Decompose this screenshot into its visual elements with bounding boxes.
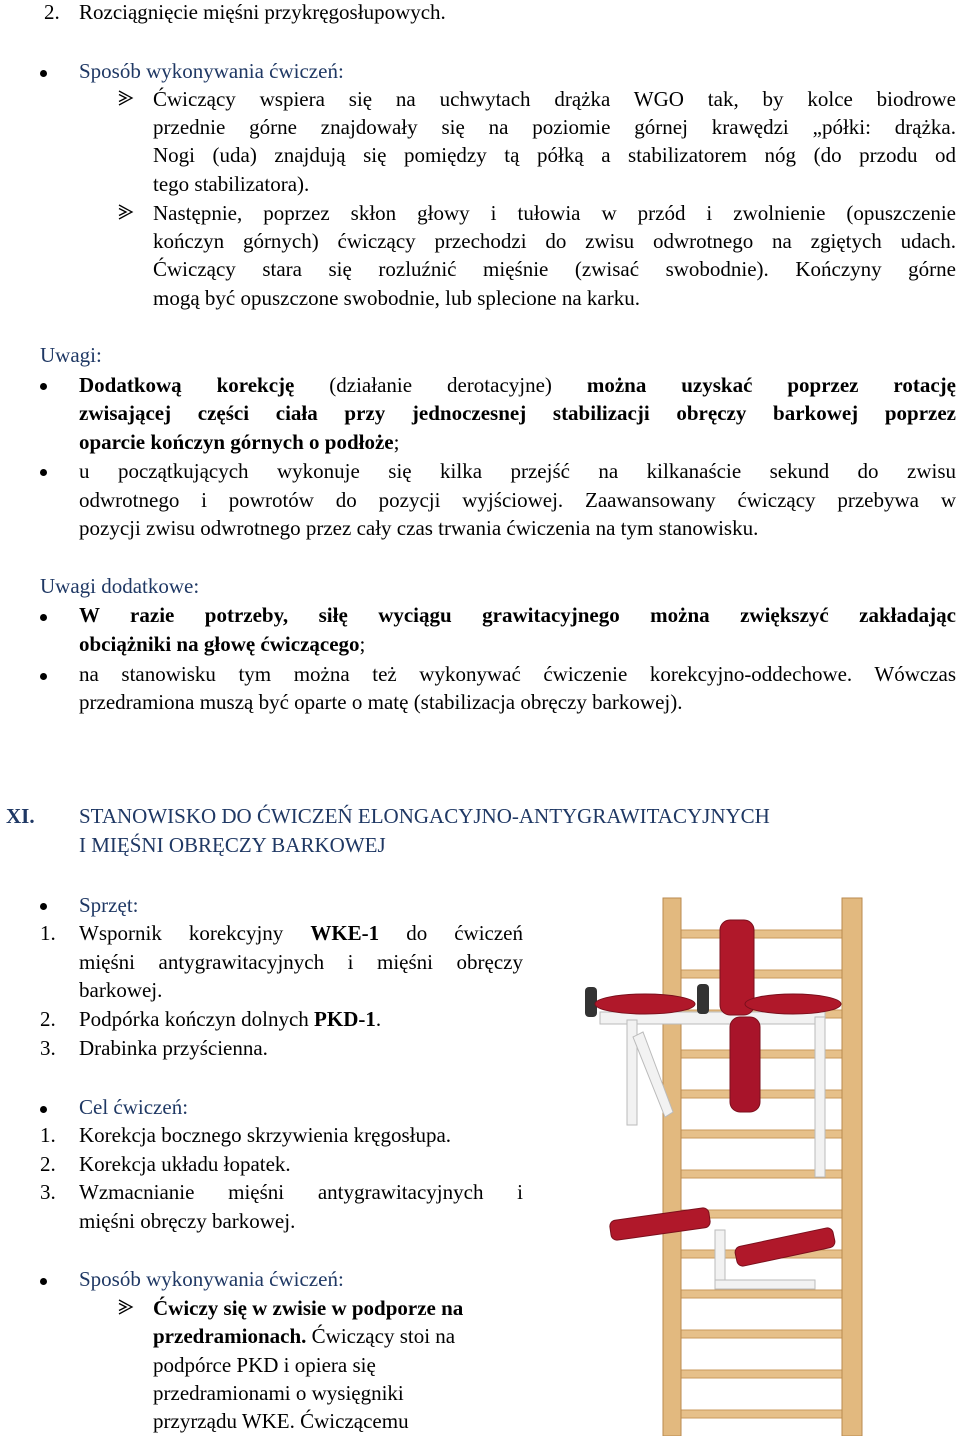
ladder-rung xyxy=(677,1370,847,1378)
paragraph-line: u początkujących wykonuje się kilka przejść na kilkanaście sekund do zwisu xyxy=(79,459,956,483)
list-number: 3. xyxy=(40,1036,56,1060)
plain-text: ; xyxy=(393,430,400,454)
bold-text: można uzyskać poprzez rotację xyxy=(586,373,956,397)
bullet-icon xyxy=(40,1278,47,1285)
plain-text: . xyxy=(375,1007,382,1031)
list-item-text xyxy=(79,921,523,945)
list-item-text xyxy=(79,1007,381,1031)
paragraph-line: Ćwiczy się w zwisie w podporze na xyxy=(153,1296,464,1320)
paragraph-line xyxy=(79,632,365,656)
list-item-text: barkowej. xyxy=(79,978,163,1002)
bold-text: przedramionach. xyxy=(153,1324,307,1348)
chevron-right-icon xyxy=(117,89,135,107)
paragraph-line: Następnie, poprzez skłon głowy i tułowia w przód i zwolnienie (opuszczenie xyxy=(153,201,956,225)
paragraph-line: przednie górne znajdowały się na poziomie górnej krawędzi „półki: drążka. xyxy=(153,115,956,139)
paragraph-line: Nogi (uda) znajdują się pomiędzy tą półką a stabilizatorem nóg (do przodu od xyxy=(153,143,956,167)
plain-text: ; xyxy=(359,632,366,656)
bold-text: oparcie kończyn górnych o podłoże xyxy=(79,430,394,454)
paragraph-line: W razie potrzeby, siłę wyciągu grawitacyjnego można zwiększyć zakładając xyxy=(79,603,956,627)
chevron-right-icon xyxy=(117,1298,135,1316)
list-item-text: mięśni antygrawitacyjnych i mięśni obręczy xyxy=(79,950,523,974)
frame-arm xyxy=(715,1280,815,1289)
bullet-icon xyxy=(40,469,47,476)
bold-text: WKE-1 xyxy=(310,921,380,945)
handle-grip xyxy=(697,984,709,1014)
paragraph-line: Ćwiczący stara się rozluźnić mięśnie (zwisać swobodnie). Kończyny górne xyxy=(153,257,956,281)
forearm-pad-right xyxy=(745,994,841,1014)
paragraph-line: odwrotnego i powrotów do pozycji wyjściowej. Zaawansowany ćwiczący przebywa w xyxy=(79,488,956,512)
paragraph-line: podpórce PKD i opiera się xyxy=(153,1353,376,1377)
bullet-icon xyxy=(40,1106,47,1113)
ladder-rung xyxy=(677,1330,847,1338)
list-number: 3. xyxy=(40,1180,56,1204)
foot-pad-left xyxy=(609,1207,711,1241)
plain-text: Ćwiczący stoi na xyxy=(306,1324,456,1348)
section-title: I MIĘŚNI OBRĘCZY BARKOWEJ xyxy=(79,833,386,857)
paragraph-line: Ćwiczący wspiera się na uchwytach drążka WGO tak, by kolce biodrowe xyxy=(153,87,956,111)
handle-grip xyxy=(585,987,597,1017)
section-number: XI. xyxy=(6,804,35,828)
paragraph-line xyxy=(79,430,399,454)
section-subheading: Sprzęt: xyxy=(79,893,139,917)
ladder-rung xyxy=(677,1410,847,1418)
paragraph-line: tego stabilizatora). xyxy=(153,172,310,196)
ladder-rail-right xyxy=(842,898,862,1436)
paragraph-line xyxy=(153,1324,455,1348)
list-number: 1. xyxy=(40,1123,56,1147)
list-item-text: Drabinka przyścienna. xyxy=(79,1036,268,1060)
bullet-icon xyxy=(40,383,47,390)
chevron-right-icon xyxy=(117,203,135,221)
plain-text: do ćwiczeń xyxy=(379,921,523,945)
section-subheading: Uwagi dodatkowe: xyxy=(40,574,200,598)
plain-text: Podpórka kończyn dolnych xyxy=(79,1007,315,1031)
paragraph-line: pozycji zwisu odwrotnego przez cały czas trwania ćwiczenia na tym stanowisku. xyxy=(79,516,759,540)
paragraph-line xyxy=(79,373,956,397)
list-number: 2. xyxy=(44,0,60,24)
list-number: 2. xyxy=(40,1007,56,1031)
plain-text: Wspornik korekcyjny xyxy=(79,921,311,945)
bold-text: PKD-1 xyxy=(314,1007,376,1031)
plain-text: (działanie derotacyjne) xyxy=(294,373,587,397)
section-subheading: Cel ćwiczeń: xyxy=(79,1095,189,1119)
ladder-rung xyxy=(677,970,847,978)
list-item-text: Wzmacnianie mięśni antygrawitacyjnych i xyxy=(79,1180,523,1204)
list-item-text: mięśni obręczy barkowej. xyxy=(79,1209,296,1233)
list-number: 1. xyxy=(40,921,56,945)
list-item-text: Rozciągnięcie mięśni przykręgosłupowych. xyxy=(79,0,446,24)
list-item-text: Korekcja bocznego skrzywienia kręgosłupa. xyxy=(79,1123,452,1147)
section-subheading: Uwagi: xyxy=(40,343,102,367)
list-number: 2. xyxy=(40,1152,56,1176)
section-title: STANOWISKO DO ĆWICZEŃ ELONGACYJNO-ANTYGRAWITACYJNYCH xyxy=(79,804,770,828)
bold-text: obciążniki na głowę ćwiczącego xyxy=(79,632,360,656)
paragraph-line: zwisającej części ciała przy jednoczesnej stabilizacji obręczy barkowej poprzez xyxy=(79,401,956,425)
bullet-icon xyxy=(40,903,47,910)
paragraph-line: kończyn górnych) ćwiczący przechodzi do zwisu odwrotnego na zgiętych udach. xyxy=(153,229,956,253)
paragraph-line: przedramionami o wysięgniki xyxy=(153,1381,404,1405)
frame-post xyxy=(815,1017,825,1177)
paragraph-line: mogą być opuszczone swobodnie, lub splecione na karku. xyxy=(153,286,640,310)
paragraph-line: przyrządu WKE. Ćwiczącemu xyxy=(153,1409,409,1433)
ladder-rail-left xyxy=(663,898,681,1436)
bold-text: Dodatkową korekcję xyxy=(79,373,295,397)
bullet-icon xyxy=(40,70,47,77)
section-subheading: Sposób wykonywania ćwiczeń: xyxy=(79,59,344,83)
list-item-text: Korekcja układu łopatek. xyxy=(79,1152,291,1176)
foot-pad-right xyxy=(734,1227,836,1267)
section-subheading: Sposób wykonywania ćwiczeń: xyxy=(79,1267,344,1291)
paragraph-line: na stanowisku tym można też wykonywać ćwiczenie korekcyjno-oddechowe. Wówczas xyxy=(79,662,956,686)
wall-bars-apparatus-image xyxy=(565,892,865,1436)
frame-post xyxy=(715,1230,725,1286)
back-pad xyxy=(730,1017,760,1112)
bullet-icon xyxy=(40,673,47,680)
ladder-rung xyxy=(677,930,847,938)
paragraph-line: przedramiona muszą być oparte o matę (stabilizacja obręczy barkowej). xyxy=(79,690,683,714)
forearm-pad-left xyxy=(595,994,695,1014)
ladder-rung xyxy=(677,1290,847,1298)
bullet-icon xyxy=(40,614,47,621)
